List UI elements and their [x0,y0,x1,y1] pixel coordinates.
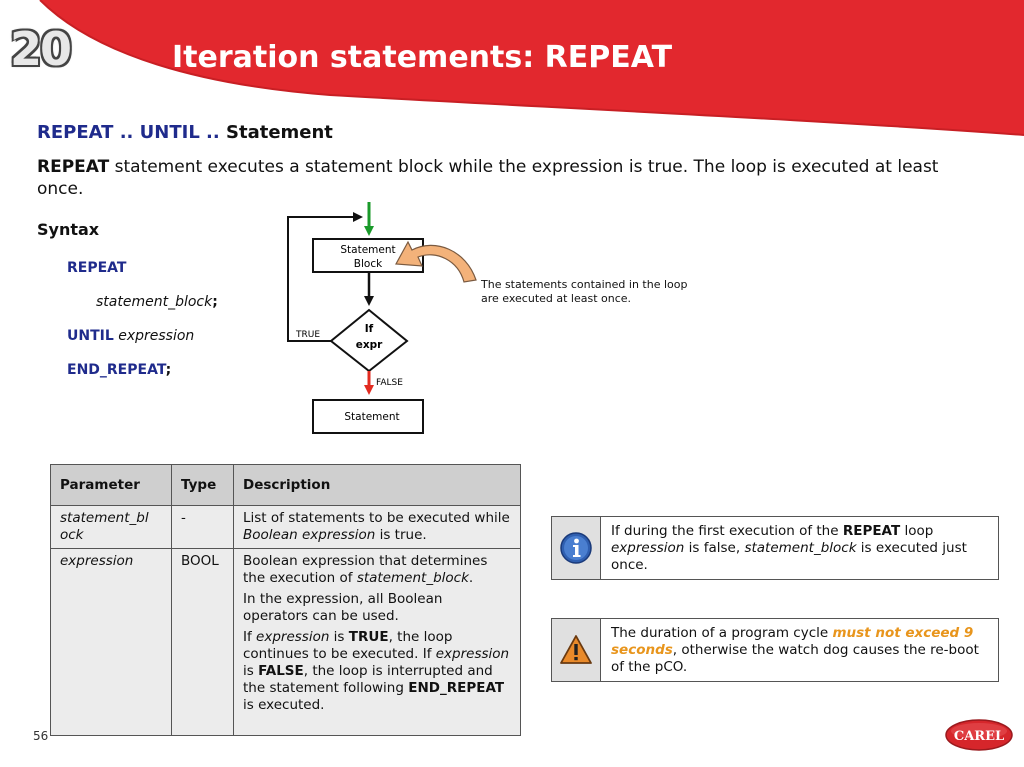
desc-text: is [329,629,349,645]
param-name-part: ock [60,527,84,543]
desc-text: TRUE [348,629,389,645]
syntax-line-until [67,328,194,344]
syntax-semicolon: ; [212,294,218,310]
syntax-keyword: UNTIL [67,328,114,344]
end-statement-label: Statement [344,411,400,423]
description-cell [234,506,521,549]
true-loop-line [288,217,359,341]
warning-text-part: The duration of a program cycle [611,625,833,641]
syntax-heading: Syntax [37,220,100,239]
type-cell: BOOL [172,549,234,736]
desc-text: is executed. [243,697,325,713]
desc-text: FALSE [258,663,304,679]
curved-arrow-icon [396,242,476,282]
param-name-part: statement_bl [60,510,149,526]
param-cell: expression [51,549,172,736]
warning-text-part: , otherwise the watch dog causes the re-boot of the pCO. [611,642,979,675]
syntax-line-repeat [67,260,126,276]
decision-label: expr [355,339,383,351]
desc-text: expression [435,646,510,662]
description-cell [234,549,521,736]
warning-highlight: must not exceed 9 seconds [611,625,974,658]
column-header: Description [234,465,521,506]
info-text [601,517,998,579]
desc-text: If [243,629,257,645]
syntax-keyword: REPEAT [67,260,127,276]
desc-text: END_REPEAT [408,680,505,696]
desc-text: List of statements to be executed while [243,510,510,526]
info-text-part: statement_block [744,540,857,556]
syntax-line-block [96,294,218,310]
desc-text: Boolean expression that determines the execution of [243,553,488,586]
carel-logo-text: CAREL [953,729,1005,744]
desc-text: . [468,570,474,586]
info-text-part: expression [611,540,685,556]
table-row [51,549,521,736]
param-cell [51,506,172,549]
desc-text: , the loop continues to be executed. If [243,629,453,662]
info-icon [559,531,593,565]
parameter-table [50,464,521,736]
desc-text: Boolean expression [243,527,376,543]
desc-paragraph: In the expression, all Boolean operators can be used. [243,591,443,624]
info-text-part: loop [900,523,934,539]
section-subheading [37,122,333,143]
desc-text: statement_block [356,570,469,586]
syntax-statement-block: statement_block [96,294,213,310]
warning-icon [559,634,593,666]
subheading-keyword: REPEAT .. UNTIL .. [37,122,220,143]
column-header: Parameter [51,465,172,506]
false-label: FALSE [376,378,403,388]
statement-block-label: Block [353,258,383,270]
carel-logo [944,718,1014,752]
warning-text [601,619,998,681]
info-icon-cell [552,517,601,579]
desc-paragraph [243,629,511,714]
syntax-semicolon: ; [165,362,172,378]
desc-paragraph [243,553,511,587]
type-cell: - [172,506,234,549]
intro-text: statement executes a statement block while the expression is true. The loop is executed at least once. [37,157,939,199]
syntax-expression: expression [113,328,195,344]
page-number: 56 [33,729,49,743]
flowchart-note: The statements contained in the loop are executed at least once. [481,278,688,305]
warning-callout [551,618,999,682]
decision-label: If [364,323,374,335]
info-text-part: is executed just once. [611,540,967,573]
true-label: TRUE [296,330,321,340]
info-text-part: If during the first execution of the [611,523,843,539]
info-text-part: REPEAT [842,523,901,539]
syntax-line-end [67,362,171,378]
slide-number-logo: 20 [10,22,71,76]
desc-text: is [243,663,259,679]
desc-text: is true. [375,527,427,543]
table-header-row [51,465,521,506]
intro-paragraph [37,156,977,200]
column-header: Type [172,465,234,506]
statement-block-label: Statement [340,244,396,256]
info-callout [551,516,999,580]
intro-keyword: REPEAT [37,157,110,177]
page-title: Iteration statements: REPEAT [172,40,673,75]
desc-text: , the loop is interrupted and the statement following [243,663,493,696]
table-row [51,506,521,549]
subheading-rest: Statement [219,122,333,143]
warning-icon-cell [552,619,601,681]
info-text-part: is false, [684,540,745,556]
flowchart [280,198,700,443]
syntax-keyword: END_REPEAT [67,362,166,378]
desc-text: expression [256,629,330,645]
